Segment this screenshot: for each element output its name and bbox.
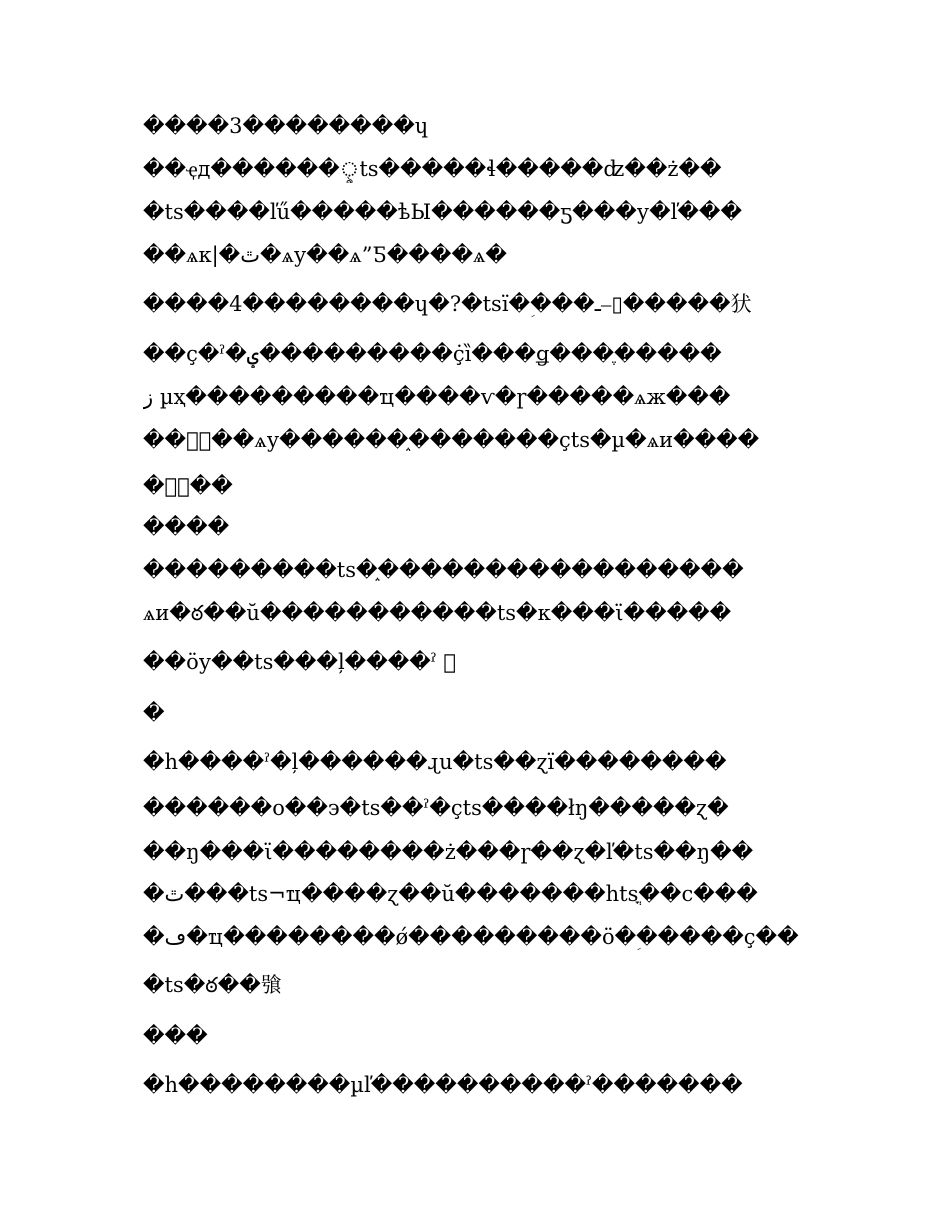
text-line: ����4��������ɥ�?�tsï�ؚ���ـ⎯▯�����犾 xyxy=(143,292,752,316)
text-line: ѧи�ఠ��ŭ�����������ts�к���ϊ����� xyxy=(143,601,732,625)
text-line: ز µҳ���������ҵ����ѵ�ɼ�����ѧж��� xyxy=(143,385,731,409)
text-line: ��ҿд������ৢts�����ɬ�����ʣ��ż�� xyxy=(143,157,722,181)
text-line: �ts����ľű�����ѣЫ������ƽ���у�ľ��� xyxy=(143,200,742,224)
text-line: �ڡ�ҵ��������ǿ���������ö�ؚ�����ç�� xyxy=(143,925,799,949)
text-line: ��ç�ˀ�ؠ���������ҫ̇ȉ���ǥ���ֶ����� xyxy=(143,342,722,366)
text-line: �h����ˀ�ļ������ɻu�ts��ɀï�������� xyxy=(143,750,727,774)
text-line: ��ŋ���ϊ��������ż���ɼ��ɀ�ľ�ts��ŋ�� xyxy=(143,840,754,864)
text-line: �ts�ఠ��飸 xyxy=(143,973,282,997)
text-line: � xyxy=(143,701,165,725)
text-line: ��öу��ts���ļ����ˀ ⃞ xyxy=(143,650,456,674)
text-line: ������o��э�ts��ˀ�ҫts����łŋ�����ɀ� xyxy=(143,796,729,820)
text-line: ��⃞⃞��ѧу������֑�������ҫts�µ�ѧи���� xyxy=(143,428,760,452)
text-line: ���� xyxy=(143,515,230,539)
text-line: �⃞⃞�� xyxy=(143,474,233,498)
text-line: ����3��������ɥ xyxy=(143,114,429,138)
text-line: �h��������µľ����������ˀ������� xyxy=(143,1073,743,1097)
text-line: �ٿ���ts¬ҵ����ɀ��ŭ�������htsֳ��c��� xyxy=(143,882,758,906)
text-line: ��� xyxy=(143,1024,208,1048)
text-line: ���������ts�֑����������������̄� xyxy=(143,558,744,582)
text-line: ��ѧκ|�ٿ�ѧу��ѧ”Ƽ����ѧ� xyxy=(143,243,507,267)
